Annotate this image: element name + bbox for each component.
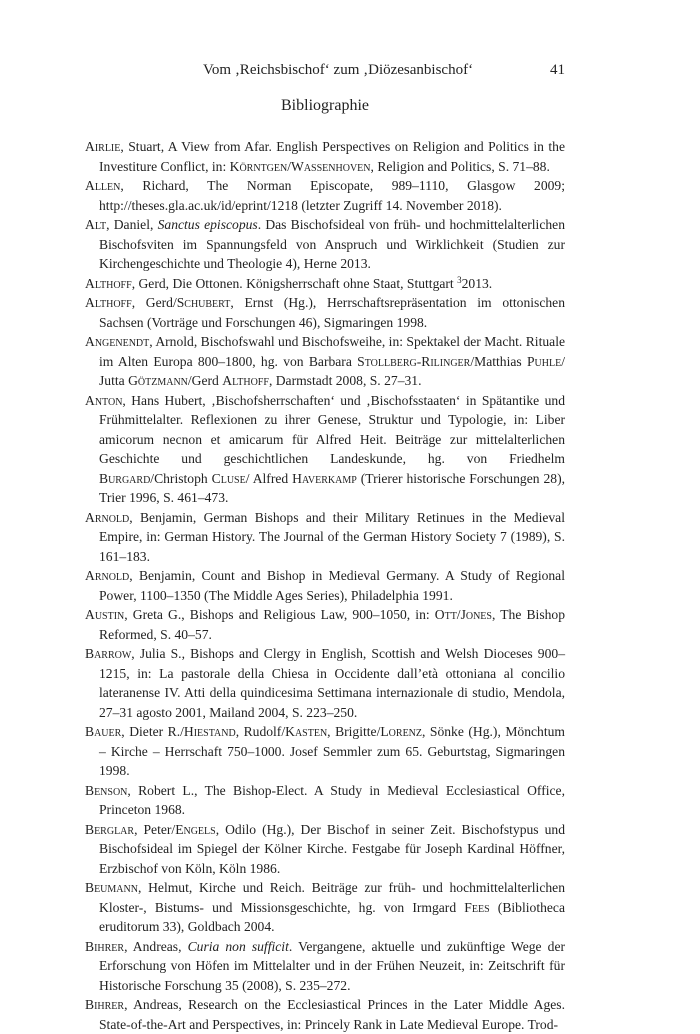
entry-text: , Peter/ bbox=[134, 821, 176, 837]
author-name: Bauer bbox=[85, 724, 122, 739]
author-name: Allen bbox=[85, 178, 121, 193]
entry-text: , Richard, The Norman Episcopate, 989–1110, Glasgow 2009; http://theses.gla.ac.uk/id/eprint/1218 (letzter Zugriff 14. November 2018). bbox=[99, 178, 565, 213]
author-name: Angenendt bbox=[85, 334, 150, 349]
entry-text: , Rudolf/ bbox=[235, 724, 286, 739]
italic-title: Sanctus episcopus bbox=[157, 217, 258, 232]
bibliography-entry bbox=[85, 391, 565, 508]
author-name: Althoff bbox=[85, 295, 132, 310]
entry-text: , Robert L., The Bishop-Elect. A Study in Medieval Ecclesiastical Office, Princeton 1968. bbox=[99, 782, 565, 817]
entry-text: / Jutta bbox=[99, 353, 565, 388]
author-name: Althoff bbox=[85, 275, 132, 291]
author-name: Stollberg-Rilinger/ bbox=[357, 353, 475, 369]
italic-title: Curia non sufficit bbox=[187, 938, 289, 954]
bibliography-list bbox=[85, 137, 565, 1034]
bibliography-entry bbox=[85, 995, 565, 1034]
author-name: Burgard bbox=[99, 470, 151, 486]
author-name: Haverkamp bbox=[292, 470, 357, 486]
bibliography-entry bbox=[85, 722, 565, 781]
bibliography-entry bbox=[85, 878, 565, 937]
author-name: Bihrer bbox=[85, 938, 125, 954]
entry-text: , Ernst (Hg.), Herrschaftsrepräsentation im ottonischen Sachsen (Vorträge und Forschungen 46), Sigmaringen 1998. bbox=[99, 295, 565, 330]
entry-text: Matthias bbox=[474, 353, 527, 369]
running-title: Vom ‚Reichsbischof‘ zum ‚Diözesanbischof‘ bbox=[203, 62, 474, 78]
entry-text: (Bibliotheca eruditorum 33), Goldbach 2004. bbox=[99, 899, 565, 934]
bibliography-entry bbox=[85, 293, 565, 332]
author-name: Bihrer bbox=[85, 997, 125, 1012]
author-name: Engels bbox=[175, 821, 216, 837]
entry-text: (Trierer historische Forschungen 28), Trier 1996, S. 461–473. bbox=[99, 470, 565, 505]
entry-text: , Religion and Politics, S. 71–88. bbox=[370, 158, 550, 174]
author-name: Berglar bbox=[85, 821, 135, 837]
author-name: Alt bbox=[85, 217, 107, 232]
author-name: Cluse bbox=[211, 470, 246, 486]
entry-text: , Daniel, bbox=[106, 217, 158, 232]
bibliography-entry bbox=[85, 566, 565, 605]
bibliography-entry bbox=[85, 332, 565, 391]
entry-text: , Gerd, Die Ottonen. Königsherrschaft ohne Staat, Stuttgart bbox=[131, 275, 458, 291]
entry-text: / Alfred bbox=[245, 470, 293, 486]
bibliography-entry bbox=[85, 508, 565, 567]
bibliography-entry bbox=[85, 937, 565, 996]
entry-text: , Gerd/ bbox=[131, 295, 177, 310]
entry-text: , Arnold, Bischofswahl und Bischofsweihe, in: Spektakel der Macht. Rituale im Alten Europa 800–1800, hg. von Barbara bbox=[99, 334, 565, 369]
author-name: Arnold bbox=[85, 568, 130, 583]
entry-text: , Stuart, A View from Afar. English Perspectives on Religion and Politics in the Investiture Conflict, in: bbox=[99, 139, 565, 174]
author-name: Barrow bbox=[85, 646, 132, 661]
entry-text: , Julia S., Bishops and Clergy in English, Scottish and Welsh Dioceses 900–1215, in: La pastorale della Chiesa in Occidente dall’età ottoniana al concilio lateranense IV. Atti della quindicesima Settimana internazionale di studio, Mendola, 27–31 agosto 2001, Mailand 2004, S. 223–250. bbox=[99, 646, 565, 720]
entry-text: . Vergangene, aktuelle und zukünftige Wege der Erforschung von Höfen im Mittelalter und in der Frühen Neuzeit, in: Zeitschrift für Historische Forschung 35 (2008), S. 235–272. bbox=[99, 938, 566, 993]
bibliography-entry bbox=[85, 820, 565, 879]
entry-text: , Andreas, Research on the Ecclesiastical Princes in the Later Middle Ages. State-of-the-Art and Perspectives, in: Princely Rank in Late Medieval Europe. Trod- bbox=[99, 997, 565, 1032]
entry-text: , Dieter R./ bbox=[121, 724, 184, 739]
author-name: Ott/Jones bbox=[434, 607, 492, 622]
author-name: Beumann bbox=[85, 880, 138, 895]
entry-text: . Das Bischofsideal von früh- und hochmittelalterlichen Bischofsviten im Spannungsfeld von Anspruch und Wirklichkeit (Studien zur Kirchengeschichte und Theologie 4), Herne 2013. bbox=[99, 217, 565, 271]
author-name: Götzmann bbox=[128, 373, 188, 388]
author-name: Benson bbox=[85, 782, 128, 798]
entry-text: , Hans Hubert, ‚Bischofsherrschaften‘ und ‚Bischofsstaaten‘ in Spätantike und Frühmittelalter. Reflexionen zu ihrer Genese, Struktur und Typologie, in: Liber amicorum necnon et amicarum für Alfred Heit. Beiträge zur mittelalterlichen Geschichte und geschichtlichen Landeskunde, hg. von Friedhelm bbox=[99, 392, 565, 466]
entry-text: /Christoph bbox=[150, 470, 212, 486]
entry-text: , Greta G., Bishops and Religious Law, 900–1050, in: bbox=[124, 607, 435, 622]
entry-text: 2013. bbox=[461, 275, 493, 291]
entry-text: , Helmut, Kirche und Reich. Beiträge zur früh- und hochmittelalterlichen Kloster-, Bistums- und Missionsgeschichte, hg. von Irmgard bbox=[99, 880, 565, 915]
author-name: Airlie bbox=[85, 139, 121, 154]
entry-text: , Benjamin, Count and Bishop in Medieval Germany. A Study of Regional Power, 1100–1350 (The Middle Ages Series), Philadelphia 1991. bbox=[99, 568, 565, 603]
author-name: Anton bbox=[85, 392, 123, 408]
author-name: Austin bbox=[85, 607, 125, 622]
entry-text: , The Bishop Reformed, S. 40–57. bbox=[99, 607, 566, 642]
author-name: Lorenz bbox=[380, 724, 423, 739]
entry-text: 3 bbox=[457, 274, 462, 285]
bibliography-entry bbox=[85, 215, 565, 274]
author-name: Arnold bbox=[85, 509, 130, 525]
author-name: Puhle bbox=[526, 353, 562, 369]
bibliography-entry bbox=[85, 605, 565, 644]
author-name: Hiestand bbox=[183, 724, 236, 739]
section-title: Bibliographie bbox=[281, 97, 369, 114]
bibliography-entry bbox=[85, 137, 565, 176]
bibliography-entry bbox=[85, 644, 565, 722]
page-number: 41 bbox=[550, 62, 565, 78]
entry-text: , Brigitte/ bbox=[327, 724, 381, 739]
author-name: Körntgen/Wassenhoven bbox=[229, 158, 371, 174]
bibliography-entry bbox=[85, 781, 565, 820]
running-head bbox=[85, 60, 565, 80]
entry-text: , Odilo (Hg.), Der Bischof in seiner Zeit. Bischofstypus und Bischofsideal im Spiegel der Kölner Kirche. Festgabe für Joseph Kardinal Höffner, Erzbischof von Köln, Köln 1986. bbox=[99, 821, 565, 876]
entry-text: , Benjamin, German Bishops and their Military Retinues in the Medieval Empire, in: German History. The Journal of the German History Society 7 (1989), S. 161–183. bbox=[99, 509, 565, 564]
entry-text: , Sönke (Hg.), Mönchtum – Kirche – Herrschaft 750–1000. Josef Semmler zum 65. Geburtstag, Sigmaringen 1998. bbox=[99, 724, 565, 778]
author-name: Kasten bbox=[285, 724, 328, 739]
bibliography-entry bbox=[85, 274, 565, 294]
bibliography-entry bbox=[85, 176, 565, 215]
author-name: Schubert bbox=[176, 295, 231, 310]
author-name: Althoff bbox=[222, 373, 269, 388]
entry-text: , Darmstadt 2008, S. 27–31. bbox=[268, 373, 422, 388]
entry-text: , Andreas, bbox=[124, 938, 188, 954]
author-name: Fees bbox=[464, 899, 490, 915]
entry-text: /Gerd bbox=[187, 373, 223, 388]
